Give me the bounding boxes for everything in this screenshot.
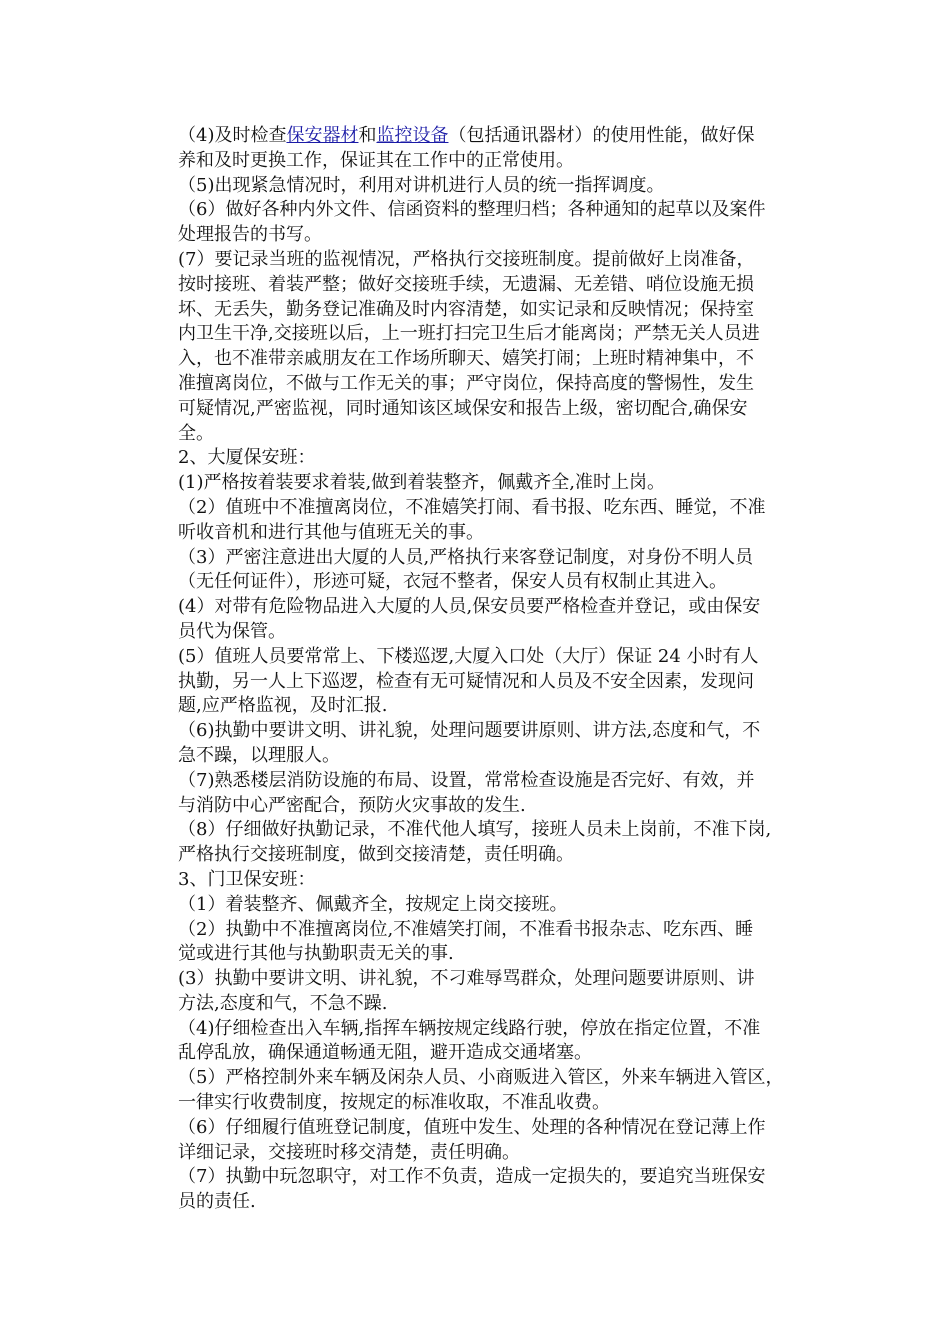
text-line-17: 听收音机和进行其他与值班无关的事。	[178, 521, 484, 543]
text-segment: （包括通讯器材）的使用性能，做好保	[448, 125, 755, 146]
text-line-5: 处理报告的书写。	[178, 224, 322, 246]
text-line-7: 按时接班、着装严整；做好交接班手续，无遗漏、无差错、哨位设施无损	[178, 273, 754, 295]
link-monitoring-equipment[interactable]: 监控设备	[376, 125, 449, 146]
text-line-37: （4)仔细检查出入车辆,指挥车辆按规定线路行驶，停放在指定位置，不准	[178, 1017, 761, 1039]
text-line-32: （1）着装整齐、佩戴齐全，按规定上岗交接班。	[178, 893, 568, 915]
text-line-43: （7）执勤中玩忽职守，对工作不负责，造成一定损失的，要追究当班保安	[178, 1166, 766, 1188]
text-line-41: （6）仔细履行值班登记制度，值班中发生、处理的各种情况在登记薄上作	[178, 1116, 766, 1138]
text-line-11: 准擅离岗位，不做与工作无关的事；严守岗位，保持高度的警惕性，发生	[178, 372, 754, 394]
text-line-36: 方法,态度和气，不急不躁.	[178, 992, 388, 1014]
text-line-38: 乱停乱放，确保通道畅通无阻，避开造成交通堵塞。	[178, 1042, 592, 1064]
text-line-44: 员的责任.	[178, 1191, 256, 1213]
text-line-21: 员代为保管。	[178, 620, 286, 642]
text-line-18: （3）严密注意进出大厦的人员,严格执行来客登记制度，对身份不明人员	[178, 546, 754, 568]
text-line-13: 全。	[178, 422, 214, 444]
text-line-31: 3、门卫保安班：	[178, 868, 316, 890]
text-line-2: 养和及时更换工作，保证其在工作中的正常使用。	[178, 149, 574, 171]
text-line-25: （6)执勤中要讲文明、讲礼貌，处理问题要讲原则、讲方法,态度和气，不	[178, 720, 761, 742]
text-segment: （4)及时检查	[178, 125, 287, 146]
text-line-3: （5)出现紧急情况时，利用对讲机进行人员的统一指挥调度。	[178, 174, 665, 196]
text-line-42: 详细记录，交接班时移交清楚，责任明确。	[178, 1141, 520, 1163]
text-line-29: （8）仔细做好执勤记录，不准代他人填写，接班人员未上岗前，不准下岗,	[178, 819, 772, 841]
text-line-39: （5）严格控制外来车辆及闲杂人员、小商贩进入管区，外来车辆进入管区，	[178, 1067, 784, 1089]
text-line-27: （7)熟悉楼层消防设施的布局、设置，常常检查设施是否完好、有效，并	[178, 769, 755, 791]
text-line-16: （2）值班中不准擅离岗位，不准嬉笑打闹、看书报、吃东西、睡觉，不准	[178, 496, 766, 518]
text-line-22: (5）值班人员要常常上、下楼巡逻,大厦入口处（大厅）保证 24 小时有人	[178, 645, 759, 667]
link-security-equipment[interactable]: 保安器材	[286, 125, 359, 146]
text-line-28: 与消防中心严密配合，预防火灾事故的发生.	[178, 794, 526, 816]
text-line-8: 坏、无丢失，勤务登记准确及时内容清楚，如实记录和反映情况；保持室	[178, 298, 754, 320]
text-line-20: (4）对带有危险物品进入大厦的人员,保安员要严格检查并登记，或由保安	[178, 596, 761, 618]
text-line-33: （2）执勤中不准擅离岗位,不准嬉笑打闹，不准看书报杂志、吃东西、睡	[178, 918, 754, 940]
text-line-6: (7）要记录当班的监视情况，严格执行交接班制度。提前做好上岗准备，	[178, 248, 755, 270]
text-line-14: 2、大厦保安班：	[178, 447, 316, 469]
text-line-10: 入，也不准带亲戚朋友在工作场所聊天、嬉笑打闹；上班时精神集中，不	[178, 348, 754, 370]
text-line-9: 内卫生干净,交接班以后，上一班打扫完卫生后才能离岗；严禁无关人员进	[178, 323, 760, 345]
text-line-19: （无任何证件），形迹可疑，衣冠不整者，保安人员有权制止其进入。	[178, 571, 727, 593]
text-lines	[178, 149, 818, 1215]
text-line-4: （6）做好各种内外文件、信函资料的整理归档；各种通知的起草以及案件	[178, 199, 766, 221]
text-line-23: 执勤，另一人上下巡逻，检查有无可疑情况和人员及不安全因素，发现问	[178, 670, 754, 692]
text-line-1	[178, 124, 818, 149]
text-line-15: (1)严格按着装要求着装,做到着装整齐，佩戴齐全,准时上岗。	[178, 472, 665, 494]
text-line-12: 可疑情况,严密监视，同时通知该区域保安和报告上级，密切配合,确保安	[178, 397, 748, 419]
text-line-40: 一律实行收费制度，按规定的标准收取，不准乱收费。	[178, 1092, 610, 1114]
text-segment: 和	[358, 125, 377, 146]
text-line-34: 觉或进行其他与执勤职责无关的事.	[178, 943, 454, 965]
document-body	[178, 124, 818, 1215]
text-line-26: 急不躁，以理服人。	[178, 744, 340, 766]
text-line-24: 题,应严格监视，及时汇报.	[178, 695, 388, 717]
text-line-30: 严格执行交接班制度，做到交接清楚，责任明确。	[178, 844, 574, 866]
text-line-35: (3）执勤中要讲文明、讲礼貌，不刁难辱骂群众，处理问题要讲原则、讲	[178, 968, 755, 990]
